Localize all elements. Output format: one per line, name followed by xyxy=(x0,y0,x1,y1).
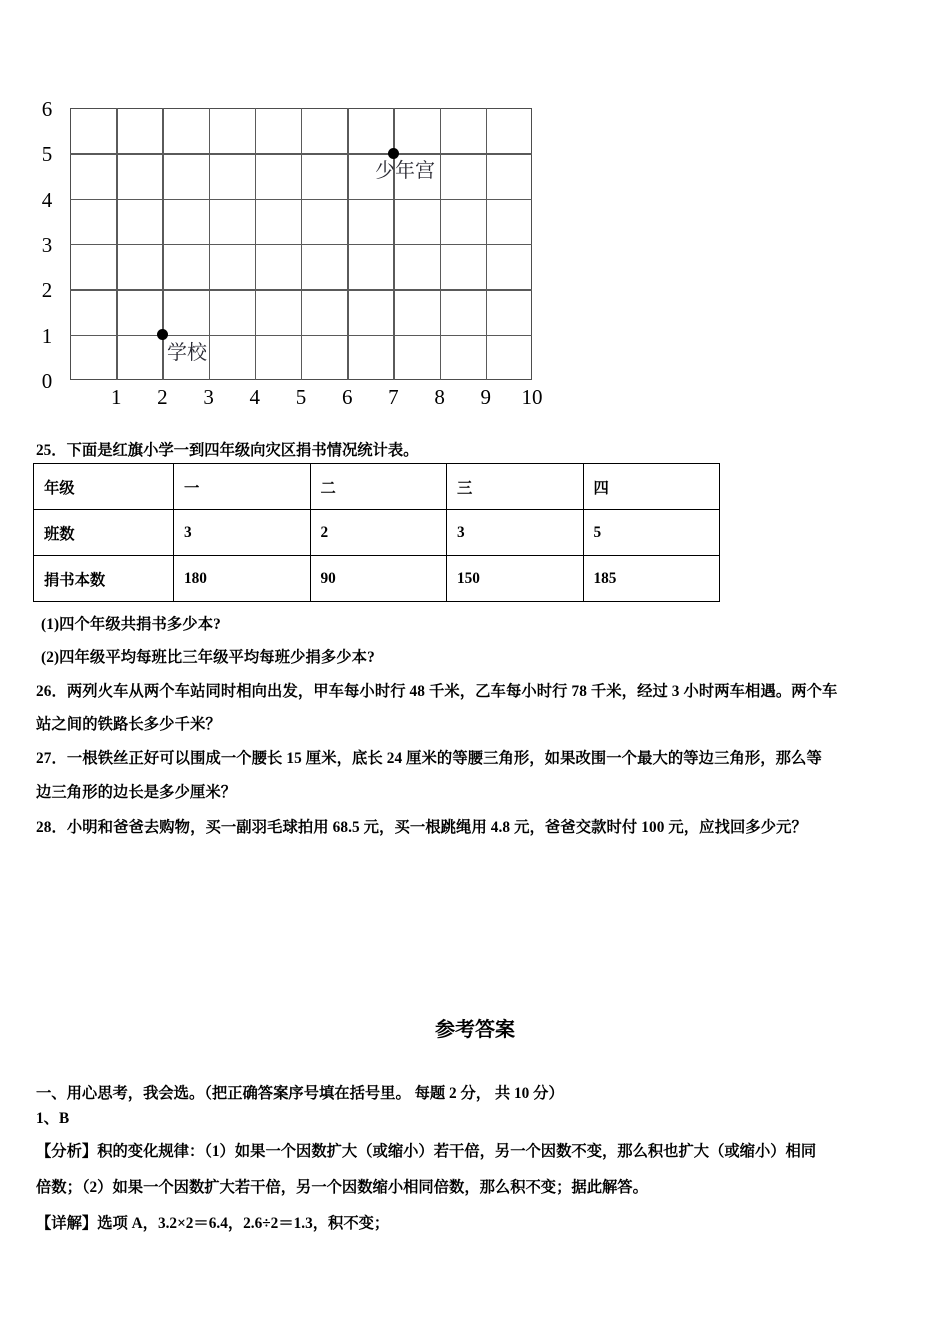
question-26-line-2: 站之间的铁路长多少千米？ xyxy=(36,716,221,733)
data-point-label-xuexiao: 学校 xyxy=(167,342,207,364)
answer-item-1: 1、B xyxy=(36,1110,70,1127)
table-cell: 四 xyxy=(583,464,720,510)
y-tick-label: 3 xyxy=(41,233,53,257)
answer-key-title: 参考答案 xyxy=(435,1019,515,1041)
x-tick-label: 8 xyxy=(434,385,445,409)
x-tick-label: 6 xyxy=(341,385,353,409)
table-row-header: 年级 xyxy=(34,464,174,510)
y-tick-label: 0 xyxy=(41,369,53,393)
y-tick-label: 1 xyxy=(41,323,53,348)
question-27-line-2: 边三角形的边长是多少厘米？ xyxy=(36,784,237,801)
answer-analysis-line-2: 倍数；（2）如果一个因数扩大若干倍，另一个因数缩小相同倍数，那么积不变；据此解答。 xyxy=(36,1179,648,1196)
table-row xyxy=(34,464,720,510)
table-row-header: 捐书本数 xyxy=(34,556,174,602)
data-point-label-shaonian-gong: 少年宫 xyxy=(375,160,435,182)
x-tick-label: 4 xyxy=(249,385,261,409)
answer-section-1-heading: 一、用心思考，我会选。（把正确答案序号填在括号里。 每题 2 分， 共 10 分） xyxy=(36,1085,564,1102)
x-tick-label: 10 xyxy=(521,385,543,409)
table-cell: 一 xyxy=(174,464,311,510)
y-tick-label: 6 xyxy=(41,97,53,121)
answer-detail-line-1: 【详解】选项 A，3.2×2＝6.4，2.6÷2＝1.3，积不变； xyxy=(36,1215,390,1232)
table-cell: 5 xyxy=(583,510,720,556)
x-tick-label: 7 xyxy=(388,385,399,409)
table-cell: 3 xyxy=(174,510,311,556)
x-tick-label: 2 xyxy=(157,385,168,409)
table-cell: 185 xyxy=(583,556,720,602)
table-cell: 3 xyxy=(447,510,584,556)
table-row xyxy=(34,556,720,602)
x-tick-label: 1 xyxy=(110,385,122,409)
table-cell: 2 xyxy=(310,510,447,556)
question-25-heading: 25．下面是红旗小学一到四年级向灾区捐书情况统计表。 xyxy=(36,442,419,459)
table-cell: 90 xyxy=(310,556,447,602)
coordinate-grid-figure xyxy=(0,70,600,420)
question-28-line-1: 28．小明和爸爸去购物，买一副羽毛球拍用 68.5 元，买一根跳绳用 4.8 元，爸爸交款时付 100 元，应找回多少元？ xyxy=(36,819,807,836)
table-row xyxy=(34,510,720,556)
x-tick-label: 9 xyxy=(480,385,492,409)
table-cell: 三 xyxy=(447,464,584,510)
table-row-header: 班数 xyxy=(34,510,174,556)
x-axis-labels xyxy=(0,70,600,420)
donation-statistics-table xyxy=(33,463,720,602)
question-26-line-1: 26．两列火车从两个车站同时相向出发，甲车每小时行 48 千米，乙车每小时行 78 千米，经过 3 小时两车相遇。两个车 xyxy=(36,683,838,700)
x-tick-label: 3 xyxy=(203,385,214,409)
answer-analysis-line-1: 【分析】积的变化规律：（1）如果一个因数扩大（或缩小）若干倍，另一个因数不变，那么积也扩大（或缩小）相同 xyxy=(36,1143,817,1160)
table-cell: 180 xyxy=(174,556,311,602)
x-tick-label: 5 xyxy=(295,385,307,409)
y-tick-label: 2 xyxy=(41,278,53,303)
question-27-line-1: 27．一根铁丝正好可以围成一个腰长 15 厘米，底长 24 厘米的等腰三角形，如果改围一个最大的等边三角形，那么等 xyxy=(36,750,822,767)
question-25-sub-1: (1)四个年级共捐书多少本? xyxy=(41,616,221,633)
y-tick-label: 4 xyxy=(41,187,53,212)
y-tick-label: 5 xyxy=(41,142,53,167)
table-cell: 150 xyxy=(447,556,584,602)
table-cell: 二 xyxy=(310,464,447,510)
question-25-sub-2: (2)四年级平均每班比三年级平均每班少捐多少本? xyxy=(41,649,375,666)
